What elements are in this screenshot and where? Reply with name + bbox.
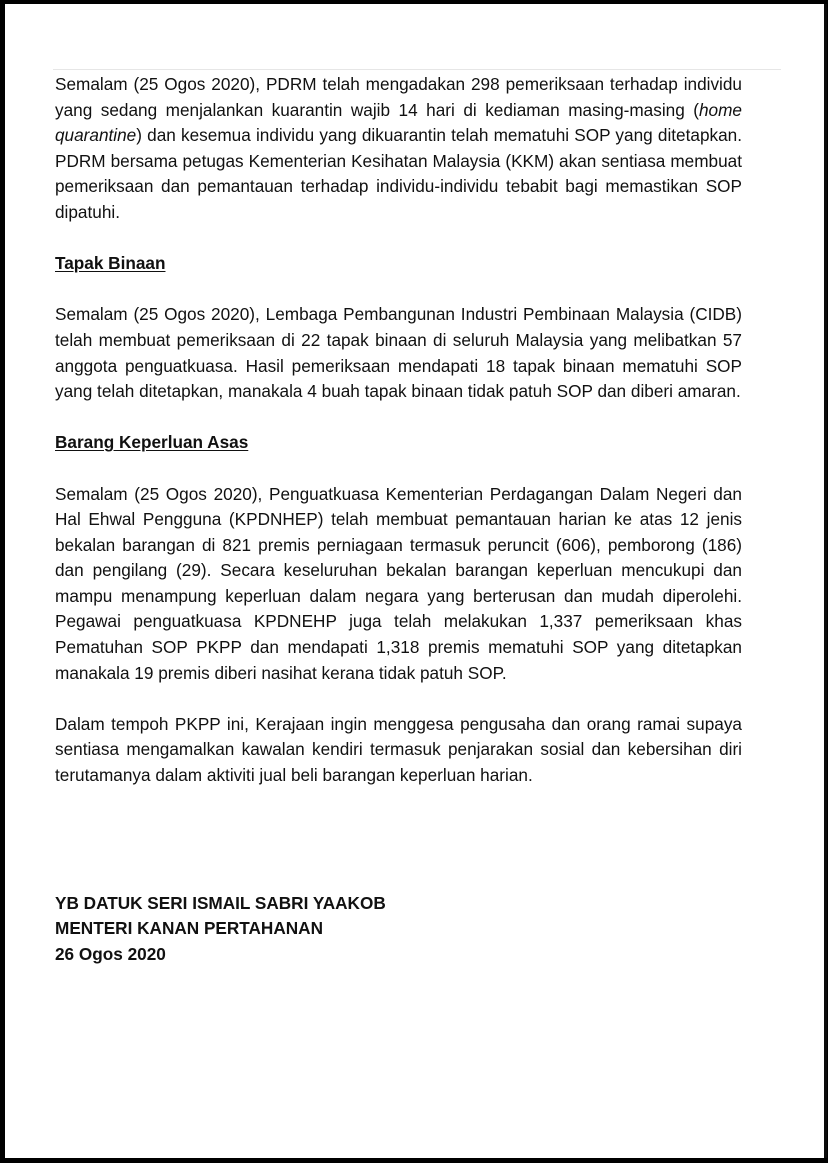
- section-heading-construction: Tapak Binaan: [55, 253, 166, 274]
- intro-text-part-1: Semalam (25 Ogos 2020), PDRM telah mengadakan 298 pemeriksaan terhadap individu yang sedang menjalankan kuarantin wajib 14 hari di kediaman masing-masing (: [55, 74, 742, 120]
- closing-paragraph: Dalam tempoh PKPP ini, Kerajaan ingin menggesa pengusaha dan orang ramai supaya sentiasa mengamalkan kawalan kendiri termasuk penjarakan sosial dan kebersihan diri terutamanya dalam aktiviti jual beli barangan keperluan harian.: [55, 713, 742, 786]
- construction-paragraph: Semalam (25 Ogos 2020), Lembaga Pembangunan Industri Pembinaan Malaysia (CIDB) telah membuat pemeriksaan di 22 tapak binaan di seluruh Malaysia yang melibatkan 57 anggota penguatkuasa. Hasil pemeriksaan mendapati 18 tapak binaan mematuhi SOP yang telah ditetapkan, manakala 4 buah tapak binaan tidak patuh SOP dan diberi amaran.: [55, 304, 742, 402]
- signatory-name: YB DATUK SERI ISMAIL SABRI YAAKOB: [55, 892, 386, 913]
- intro-paragraph: [55, 72, 742, 226]
- signatory-title: MENTERI KANAN PERTAHANAN: [55, 918, 323, 939]
- intro-italic-term: home quarantine: [55, 99, 742, 146]
- signature-block: [55, 891, 742, 968]
- document-page: [5, 4, 827, 1158]
- signature-date: 26 Ogos 2020: [55, 943, 166, 964]
- basic-goods-paragraph: Semalam (25 Ogos 2020), Penguatkuasa Kementerian Perdagangan Dalam Negeri dan Hal Ehwal Pengguna (KPDNHEP) telah membuat pemantauan harian ke atas 12 jenis bekalan barangan di 821 premis perniagaan termasuk peruncit (606), pemborong (186) dan pengilang (29). Secara keseluruhan bekalan barangan keperluan mencukupi dan mampu menampung keperluan dalam negara yang berterusan dan mudah diperolehi. Pegawai penguatkuasa KPDNEHP juga telah melakukan 1,337 pemeriksaan khas Pematuhan SOP PKPP dan mendapati 1,318 premis mematuhi SOP yang ditetapkan manakala 19 premis diberi nasihat kerana tidak patuh SOP.: [55, 483, 742, 683]
- section-heading-basic-goods: Barang Keperluan Asas: [55, 432, 249, 453]
- intro-text-part-2: ) dan kesemua individu yang dikuarantin telah mematuhi SOP yang ditetapkan. PDRM bersama petugas Kementerian Kesihatan Malaysia (KKM) akan sentiasa membuat pemeriksaan dan pemantauan terhadap individu-individu tebabit bagi memastikan SOP dipatuhi.: [55, 125, 742, 222]
- document-body: [55, 72, 742, 967]
- top-divider: [53, 69, 781, 70]
